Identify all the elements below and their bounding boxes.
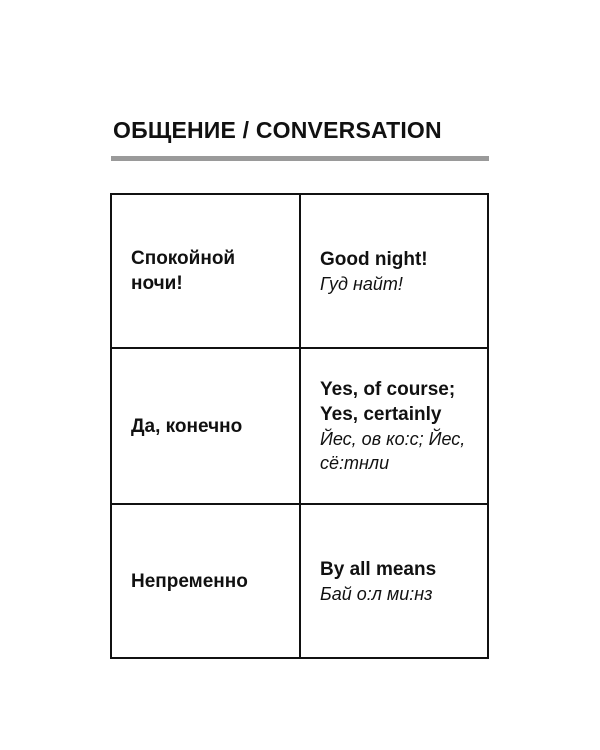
phrase-russian: Спокойной ночи! <box>131 248 236 294</box>
phrase-english-cell <box>301 195 487 349</box>
phrase-english: Good night! <box>320 248 428 270</box>
phrase-english: By all means <box>320 558 437 580</box>
phrase-russian-cell <box>112 195 301 349</box>
phrase-russian-cell <box>112 349 301 505</box>
phrase-transcription: Бай о:л ми:нз <box>320 583 433 604</box>
title-underline <box>111 156 489 161</box>
phrase-russian: Непременно <box>131 570 248 592</box>
phrase-russian-cell <box>112 505 301 657</box>
phrase-english-cell <box>301 349 487 505</box>
phrase-english-cell <box>301 505 487 657</box>
phrase-english: Yes, of course; Yes, certainly <box>320 379 456 425</box>
phrase-transcription: Йес, ов ко:с; Йес, сё:тнли <box>320 429 466 473</box>
phrase-transcription: Гуд найт! <box>320 273 403 294</box>
phrase-russian: Да, конечно <box>131 415 243 437</box>
section-title: ОБЩЕНИЕ / CONVERSATION <box>113 117 442 143</box>
phrase-table <box>110 193 489 659</box>
